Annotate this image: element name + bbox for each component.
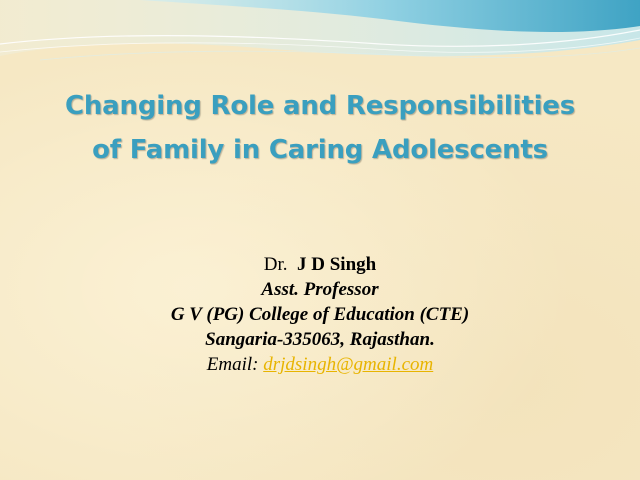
author-prefix: Dr.: [263, 254, 288, 275]
author-address: Sangaria-335063, Rajasthan.: [205, 329, 435, 350]
slide-title: [20, 84, 620, 172]
decorative-waves: [0, 0, 640, 80]
author-email-line: [100, 352, 540, 377]
title-line-2: of Family in Caring Adolescents: [92, 135, 548, 165]
author-designation: Asst. Professor: [261, 279, 379, 300]
email-label: Email:: [206, 354, 259, 375]
author-name: J D Singh: [297, 254, 377, 275]
author-block: [100, 252, 540, 377]
title-line-1: Changing Role and Responsibilities: [64, 91, 576, 121]
email-link[interactable]: drjdsingh@gmail.com: [263, 354, 434, 375]
author-institution: G V (PG) College of Education (CTE): [170, 304, 470, 325]
author-name-line: [100, 252, 540, 277]
